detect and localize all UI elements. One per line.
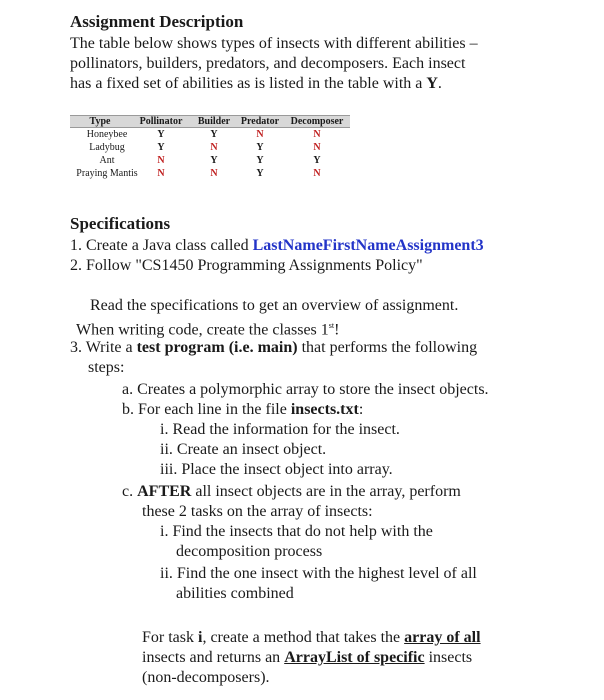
cell-pollinator: N	[157, 155, 165, 166]
row-type: Praying Mantis	[76, 168, 138, 179]
note-line-2-end: !	[334, 321, 340, 339]
row-type: Honeybee	[86, 129, 128, 140]
header-builder: Builder	[197, 116, 231, 127]
table-row	[70, 128, 350, 141]
cell-pollinator: N	[157, 168, 165, 179]
page-title: Assignment Description	[70, 12, 244, 31]
step-c-ii-line-2: abilities combined	[176, 585, 294, 602]
table-header-row	[70, 115, 350, 128]
row-type: Ant	[99, 155, 115, 166]
step-c-i-line-1: i. Find the insects that do not help with the	[160, 523, 433, 540]
step-c-cont: these 2 tasks on the array of insects:	[142, 503, 373, 520]
step-c-ii-line-1: ii. Find the one insect with the highest level of all	[160, 565, 477, 582]
step-b-ii: ii. Create an insect object.	[160, 441, 327, 458]
step-c-bold: AFTER	[137, 483, 192, 500]
task-line-1-b: i	[198, 629, 203, 646]
specifications-heading: Specifications	[70, 214, 171, 233]
intro-line-2: pollinators, builders, predators, and decomposers. Each insect	[70, 55, 466, 72]
spec-item-2: 2. Follow "CS1450 Programming Assignments Policy"	[70, 257, 423, 274]
table-row	[70, 167, 350, 180]
class-name: LastNameFirstNameAssignment3	[252, 237, 484, 254]
cell-decomposer: N	[313, 168, 321, 179]
intro-mark: Y	[426, 75, 438, 92]
note-line-1: Read the specifications to get an overview of assignment.	[90, 297, 459, 314]
task-line-1	[142, 628, 481, 648]
step-b-prefix: b. For each line in the file	[122, 401, 291, 418]
cell-decomposer: Y	[313, 155, 321, 166]
note-line-2-text: When writing code, create the classes 1	[76, 321, 329, 339]
step-c-prefix: c.	[122, 483, 138, 500]
task-line-2-b: ArrayList of specific	[284, 649, 425, 666]
intro-end: .	[437, 75, 442, 92]
spec-item-1	[70, 236, 484, 256]
step-b	[122, 400, 363, 420]
table-row	[70, 154, 350, 167]
cell-predator: N	[256, 129, 264, 140]
cell-builder: Y	[210, 129, 218, 140]
spec-item-3-suffix: that performs the following	[297, 339, 478, 356]
intro-line-1: The table below shows types of insects with different abilities –	[70, 35, 478, 52]
cell-predator: Y	[256, 142, 264, 153]
row-type: Ladybug	[89, 142, 125, 153]
cell-predator: Y	[256, 155, 264, 166]
intro-line-3	[70, 74, 442, 94]
cell-decomposer: N	[313, 142, 321, 153]
step-b-i: i. Read the information for the insect.	[160, 421, 400, 438]
cell-pollinator: Y	[157, 129, 165, 140]
header-pollinator: Pollinator	[139, 116, 183, 127]
task-line-1-c: , create a method that takes the	[202, 629, 405, 646]
file-name: insects.txt	[290, 401, 359, 418]
note-superscript: st	[328, 321, 335, 330]
task-line-1-a: For task	[142, 629, 198, 646]
cell-builder: N	[210, 142, 218, 153]
cell-predator: Y	[256, 168, 264, 179]
step-c	[122, 482, 461, 502]
spec-item-3-prefix: 3. Write a	[70, 339, 137, 356]
spec-item-1-text: 1. Create a Java class called	[70, 237, 253, 254]
step-c-i-line-2: decomposition process	[176, 543, 323, 560]
step-c-suffix: all insect objects are in the array, perform	[191, 483, 461, 500]
task-line-3: (non-decomposers).	[142, 669, 270, 686]
task-line-2-a: insects and returns an	[142, 649, 285, 666]
step-a: a. Creates a polymorphic array to store the insect objects.	[122, 381, 489, 398]
spec-item-3-bold: test program (i.e. main)	[136, 339, 298, 356]
header-type: Type	[89, 116, 111, 127]
cell-builder: N	[210, 168, 218, 179]
step-b-iii: iii. Place the insect object into array.	[160, 461, 393, 478]
task-line-1-d: array of all	[404, 629, 481, 646]
spec-item-3-cont: steps:	[88, 359, 125, 376]
table-row	[70, 141, 350, 154]
header-predator: Predator	[240, 116, 280, 127]
cell-builder: Y	[210, 155, 218, 166]
cell-pollinator: Y	[157, 142, 165, 153]
cell-decomposer: N	[313, 129, 321, 140]
step-b-suffix: :	[358, 401, 364, 418]
intro-line-3-text: has a fixed set of abilities as is listed in the table with a	[70, 75, 427, 92]
note-line-2	[76, 316, 339, 340]
task-line-2-c: insects	[424, 649, 473, 666]
spec-item-3	[70, 338, 477, 358]
header-decomposer: Decomposer	[290, 116, 344, 127]
task-line-2	[142, 648, 472, 668]
